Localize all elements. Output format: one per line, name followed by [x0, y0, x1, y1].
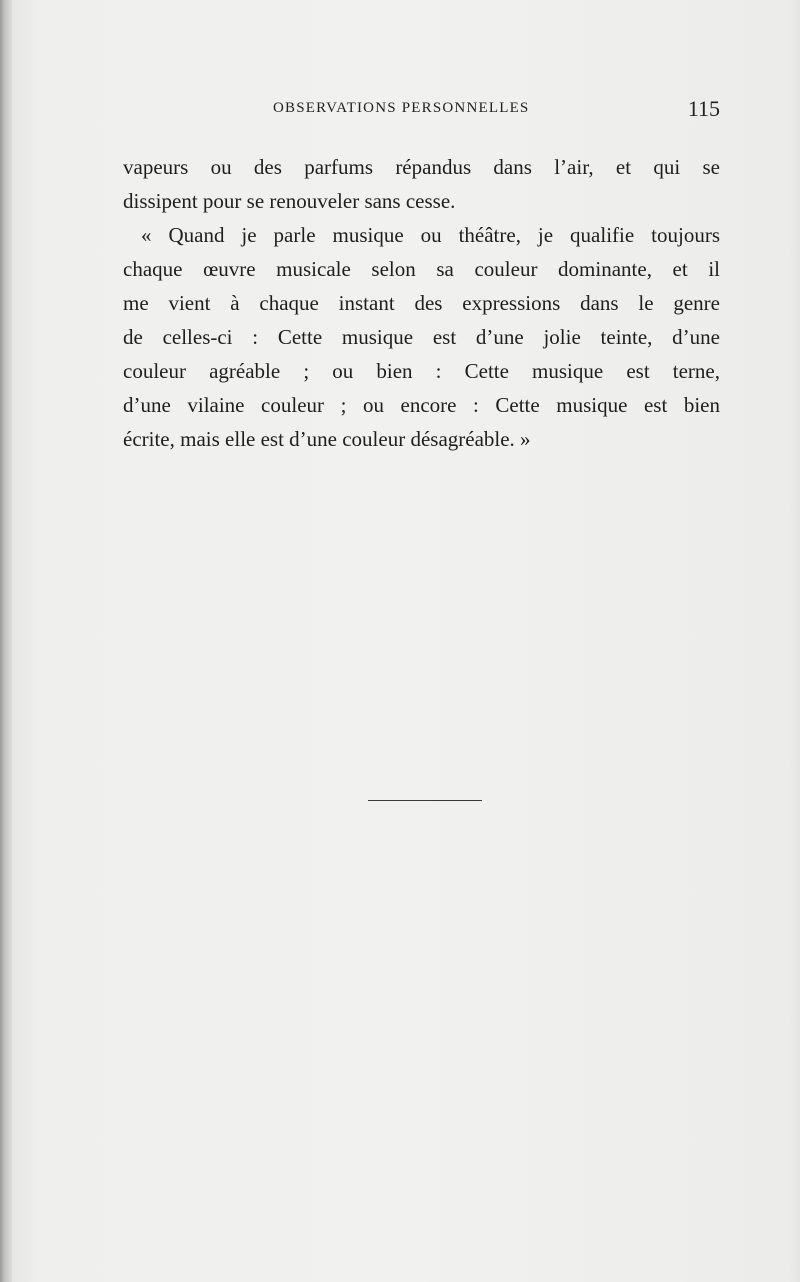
- text-line: chaque œuvre musicale selon sa couleur dominante, et il: [123, 257, 720, 281]
- text-line: « Quand je parle musique ou théâtre, je qualifie toujours: [141, 223, 720, 247]
- text-line: de celles-ci : Cette musique est d’une jolie teinte, d’une: [123, 325, 720, 349]
- text-line: me vient à chaque instant des expressions dans le genre: [123, 291, 720, 315]
- body-text: [123, 150, 720, 456]
- page-header: [123, 96, 720, 130]
- running-head: OBSERVATIONS PERSONNELLES: [273, 100, 530, 116]
- page-number: 115: [687, 96, 720, 121]
- text-line: dissipent pour se renouveler sans cesse.: [123, 189, 456, 213]
- section-end-rule: [368, 800, 482, 801]
- binding-edge: [0, 0, 12, 1282]
- text-line: vapeurs ou des parfums répandus dans l’air, et qui se: [123, 155, 720, 179]
- text-line: couleur agréable ; ou bien : Cette musique est terne,: [123, 359, 720, 383]
- text-line: écrite, mais elle est d’une couleur désagréable. »: [123, 427, 531, 451]
- text-line: d’une vilaine couleur ; ou encore : Cette musique est bien: [123, 393, 720, 417]
